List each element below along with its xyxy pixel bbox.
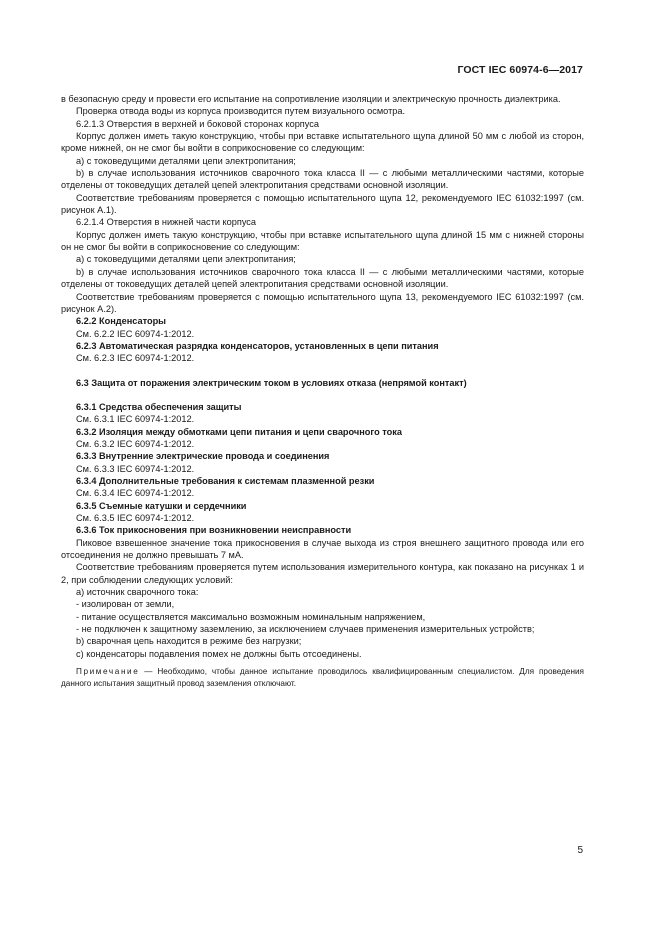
section-heading: 6.3 Защита от поражения электрическим током в условиях отказа (непрямой контакт) xyxy=(76,377,467,388)
section-heading: 6.3.4 Дополнительные требования к системам плазменной резки xyxy=(76,475,375,486)
list-item: а) с токоведущими деталями цепи электропитания; xyxy=(76,155,296,166)
note xyxy=(61,666,584,689)
subsection-heading: 6.2.1.3 Отверстия в верхней и боковой сторонах корпуса xyxy=(76,118,319,129)
section-heading: 6.2.3 Автоматическая разрядка конденсаторов, установленных в цепи питания xyxy=(76,340,439,351)
page-body xyxy=(61,93,584,689)
paragraph: Корпус должен иметь такую конструкцию, чтобы при вставке испытательного щупа длиной 15 мм с нижней стороны он не смог бы войти в соприкосновение со следующим: xyxy=(61,229,584,253)
paragraph: в безопасную среду и провести его испытание на сопротивление изоляции и электрическую прочность диэлектрика. xyxy=(61,94,561,104)
reference-line: См. 6.3.1 IEC 60974-1:2012. xyxy=(76,414,195,425)
page-number: 5 xyxy=(577,845,583,856)
section-heading: 6.3.3 Внутренние электрические провода и соединения xyxy=(76,451,330,462)
reference-line: См. 6.2.2 IEC 60974-1:2012. xyxy=(76,328,195,339)
list-item: b) в случае использования источников сварочного тока класса II — с любыми металлическими частями, которые отделены от токоведущих деталей цепей электропитания средствами основной изоляции. xyxy=(61,168,584,191)
section-heading: 6.3.6 Ток прикосновения при возникновении неисправности xyxy=(76,525,352,536)
subsection-heading: 6.2.1.4 Отверстия в нижней части корпуса xyxy=(76,217,257,228)
section-heading: 6.3.5 Съемные катушки и сердечники xyxy=(76,500,247,511)
list-item: - изолирован от земли, xyxy=(76,599,175,610)
list-item: - питание осуществляется максимально возможным номинальным напряжением, xyxy=(76,611,426,622)
section-heading: 6.2.2 Конденсаторы xyxy=(76,316,167,327)
reference-line: См. 6.3.3 IEC 60974-1:2012. xyxy=(76,463,195,474)
list-item: b) в случае использования источников сварочного тока класса II — с любыми металлическими частями, которые отделены от токоведущих деталей цепей электропитания средствами основной изоляции. xyxy=(61,266,584,290)
list-item: - не подключен к защитному заземлению, за исключением случаев применения измерительных устройств; xyxy=(76,624,535,635)
list-item: b) сварочная цепь находится в режиме без нагрузки; xyxy=(76,636,302,647)
section-heading: 6.3.1 Средства обеспечения защиты xyxy=(76,401,242,412)
paragraph: Соответствие требованиям проверяется с помощью испытательного щупа 12, рекомендуемого IEC 61032:1997 (см. рисунок А.1). xyxy=(61,192,584,216)
note-text: — Необходимо, чтобы данное испытание проводилось квалифицированным специалистом. Для проведения данного испытания защитный провод заземления отключают. xyxy=(61,667,584,688)
reference-line: См. 6.3.4 IEC 60974-1:2012. xyxy=(76,488,195,499)
list-item: а) источник сварочного тока: xyxy=(76,587,199,598)
reference-line: См. 6.3.2 IEC 60974-1:2012. xyxy=(76,438,195,449)
list-item: с) конденсаторы подавления помех не должны быть отсоединены. xyxy=(76,648,362,659)
paragraph: Соответствие требованиям проверяется путем использования измерительного контура, как показано на рисунках 1 и 2, при соблюдении следующих условий: xyxy=(61,562,584,585)
paragraph: Проверка отвода воды из корпуса производится путем визуального осмотра. xyxy=(76,106,406,117)
list-item: а) с токоведущими деталями цепи электропитания; xyxy=(76,254,296,265)
reference-line: См. 6.3.5 IEC 60974-1:2012. xyxy=(76,513,195,523)
note-label: Примечание xyxy=(76,667,140,677)
paragraph: Соответствие требованиям проверяется с помощью испытательного щупа 13, рекомендуемого IEC 61032:1997 (см. рисунок А.2). xyxy=(61,291,584,314)
paragraph: Корпус должен иметь такую конструкцию, чтобы при вставке испытательного щупа длиной 50 мм с любой из сторон, кроме нижней, он не смог бы войти в соприкосновение со следующим: xyxy=(61,131,584,154)
section-heading: 6.3.2 Изоляция между обмотками цепи питания и цепи сварочного тока xyxy=(76,426,402,437)
document-header: ГОСТ IEC 60974-6—2017 xyxy=(457,64,583,76)
reference-line: См. 6.2.3 IEC 60974-1:2012. xyxy=(76,353,195,364)
paragraph: Пиковое взвешенное значение тока прикосновения в случае выхода из строя внешнего защитного провода или его отсоединения не должно превышать 7 мА. xyxy=(61,537,584,561)
